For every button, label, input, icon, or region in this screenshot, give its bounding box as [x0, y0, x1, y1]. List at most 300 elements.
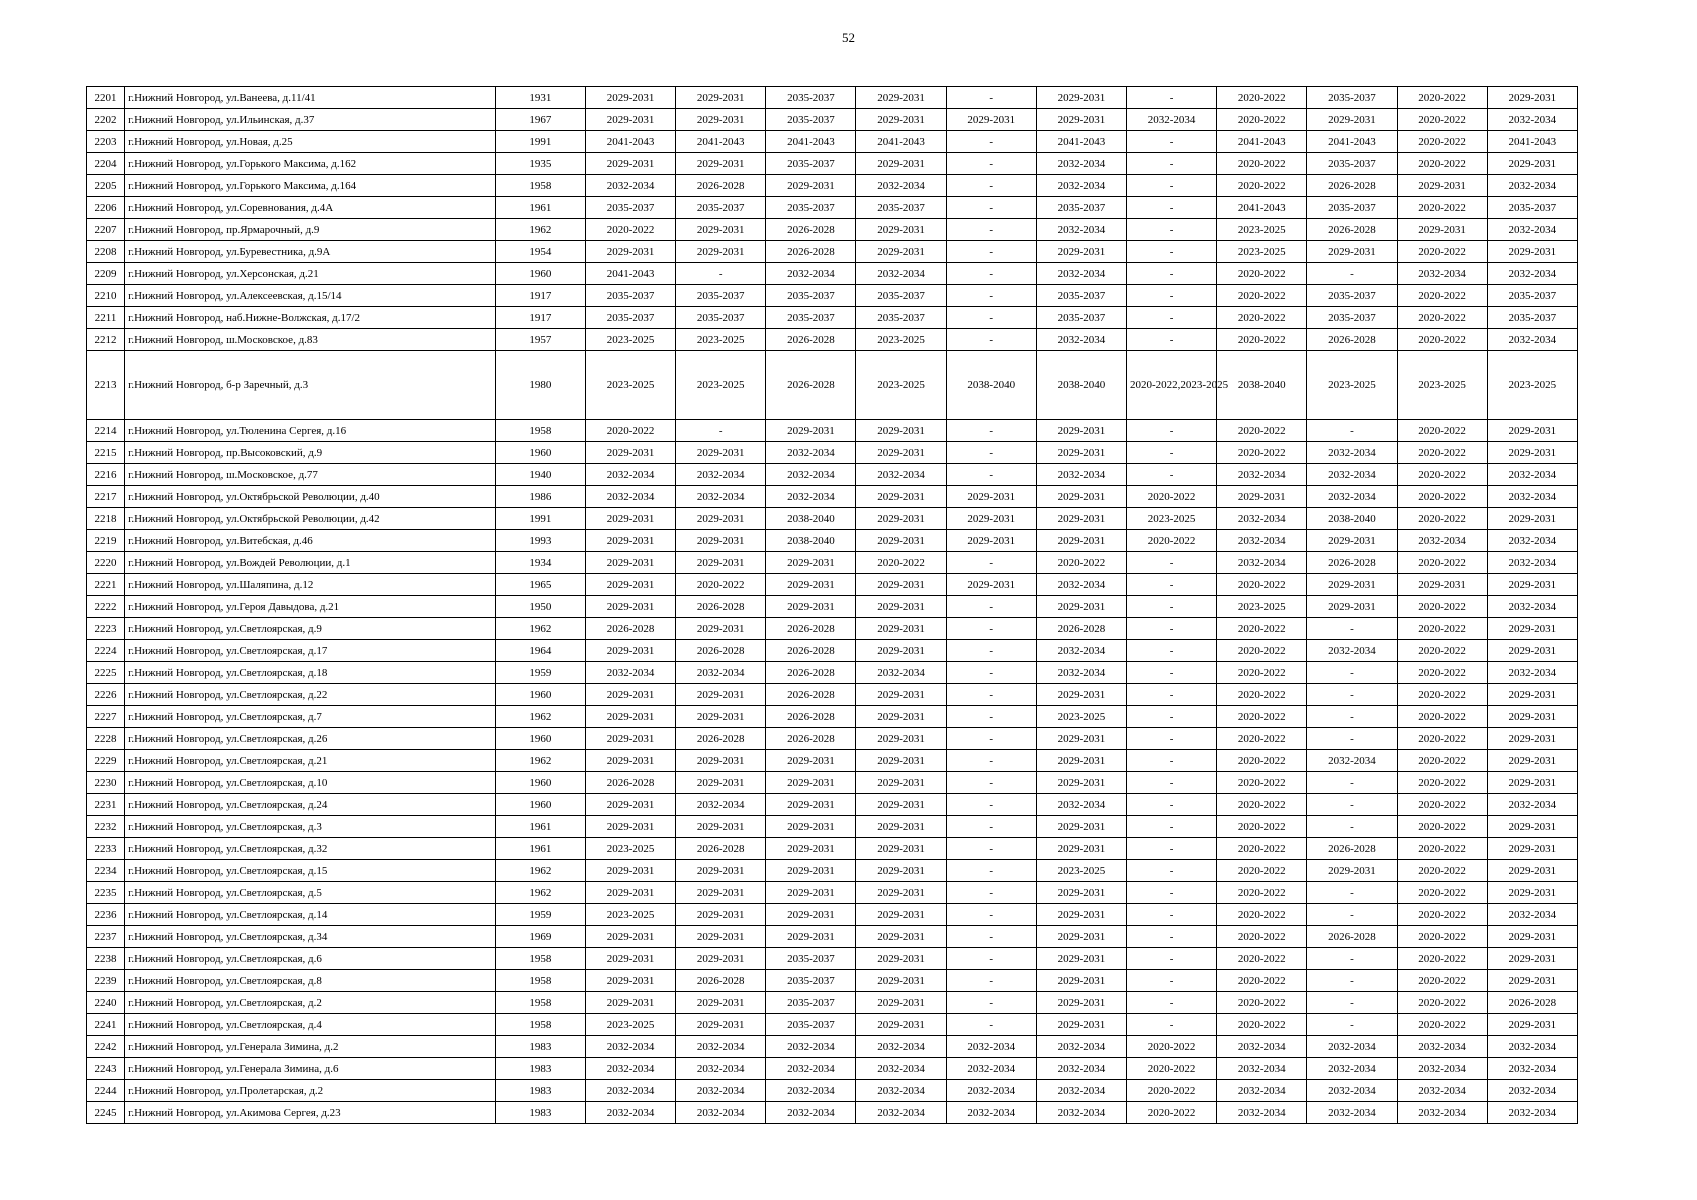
year-cell: 1961: [495, 838, 585, 860]
period-cell: 2029-2031: [856, 860, 946, 882]
period-cell: -: [946, 750, 1036, 772]
period-cell: 2035-2037: [1307, 285, 1397, 307]
period-cell: 2020-2022: [676, 574, 766, 596]
period-cell: 2035-2037: [585, 285, 675, 307]
period-cell: 2029-2031: [1487, 420, 1577, 442]
period-cell: 2032-2034: [946, 1058, 1036, 1080]
period-cell: 2029-2031: [1036, 970, 1126, 992]
period-cell: 2032-2034: [1307, 1036, 1397, 1058]
period-cell: 2032-2034: [676, 794, 766, 816]
period-cell: 2029-2031: [585, 640, 675, 662]
period-cell: 2020-2022: [1397, 307, 1487, 329]
period-cell: 2020-2022: [856, 552, 946, 574]
period-cell: 2032-2034: [1487, 596, 1577, 618]
period-cell: 2020-2022: [1217, 926, 1307, 948]
period-cell: 2020-2022: [1217, 640, 1307, 662]
period-cell: 2020-2022: [1127, 1080, 1217, 1102]
period-cell: 2029-2031: [856, 530, 946, 552]
period-cell: 2029-2031: [1487, 926, 1577, 948]
period-cell: 2029-2031: [1036, 772, 1126, 794]
period-cell: 2032-2034: [1217, 552, 1307, 574]
period-cell: -: [1127, 307, 1217, 329]
period-cell: 2020-2022: [1127, 486, 1217, 508]
period-cell: -: [1307, 706, 1397, 728]
period-cell: 2029-2031: [766, 420, 856, 442]
row-number-cell: 2241: [87, 1014, 125, 1036]
period-cell: 2029-2031: [1036, 750, 1126, 772]
period-cell: 2023-2025: [1127, 508, 1217, 530]
period-cell: -: [946, 728, 1036, 750]
period-cell: 2029-2031: [585, 530, 675, 552]
period-cell: -: [946, 904, 1036, 926]
period-cell: 2029-2031: [1036, 1014, 1126, 1036]
period-cell: 2026-2028: [766, 618, 856, 640]
period-cell: 2029-2031: [856, 838, 946, 860]
period-cell: 2029-2031: [1036, 87, 1126, 109]
address-cell: г.Нижний Новгород, ул.Ванеева, д.11/41: [125, 87, 496, 109]
period-cell: 2029-2031: [1487, 442, 1577, 464]
period-cell: 2029-2031: [1487, 750, 1577, 772]
period-cell: 2032-2034: [1036, 263, 1126, 285]
period-cell: 2023-2025: [585, 329, 675, 351]
period-cell: 2035-2037: [1307, 197, 1397, 219]
period-cell: 2035-2037: [1307, 153, 1397, 175]
period-cell: 2029-2031: [766, 882, 856, 904]
period-cell: 2035-2037: [1307, 307, 1397, 329]
table-row: [87, 1080, 1578, 1102]
period-cell: 2020-2022,2023-2025: [1127, 351, 1217, 420]
period-cell: 2026-2028: [766, 706, 856, 728]
year-cell: 1986: [495, 486, 585, 508]
period-cell: 2029-2031: [1036, 596, 1126, 618]
period-cell: 2029-2031: [1487, 728, 1577, 750]
period-cell: -: [1307, 882, 1397, 904]
period-cell: 2029-2031: [585, 241, 675, 263]
period-cell: -: [946, 926, 1036, 948]
period-cell: 2029-2031: [856, 772, 946, 794]
period-cell: 2020-2022: [1217, 750, 1307, 772]
period-cell: 2035-2037: [1487, 197, 1577, 219]
address-cell: г.Нижний Новгород, ул.Светлоярская, д.14: [125, 904, 496, 926]
address-cell: г.Нижний Новгород, ул.Пролетарская, д.2: [125, 1080, 496, 1102]
period-cell: 2029-2031: [766, 794, 856, 816]
year-cell: 1960: [495, 263, 585, 285]
year-cell: 1962: [495, 860, 585, 882]
row-number-cell: 2203: [87, 131, 125, 153]
period-cell: -: [946, 420, 1036, 442]
address-cell: г.Нижний Новгород, ул.Херсонская, д.21: [125, 263, 496, 285]
period-cell: 2035-2037: [856, 197, 946, 219]
row-number-cell: 2226: [87, 684, 125, 706]
table-row: [87, 1036, 1578, 1058]
table-row: [87, 153, 1578, 175]
period-cell: 2029-2031: [766, 772, 856, 794]
year-cell: 1993: [495, 530, 585, 552]
period-cell: 2032-2034: [1397, 1080, 1487, 1102]
period-cell: 2023-2025: [1307, 351, 1397, 420]
data-table: [86, 86, 1578, 1124]
period-cell: 2029-2031: [856, 706, 946, 728]
period-cell: 2020-2022: [1217, 838, 1307, 860]
year-cell: 1962: [495, 618, 585, 640]
period-cell: 2032-2034: [766, 1058, 856, 1080]
address-cell: г.Нижний Новгород, ул.Светлоярская, д.18: [125, 662, 496, 684]
row-number-cell: 2218: [87, 508, 125, 530]
period-cell: 2029-2031: [1487, 816, 1577, 838]
period-cell: 2029-2031: [1307, 530, 1397, 552]
period-cell: 2020-2022: [1217, 816, 1307, 838]
period-cell: 2026-2028: [1307, 175, 1397, 197]
period-cell: -: [946, 992, 1036, 1014]
period-cell: 2029-2031: [1397, 574, 1487, 596]
period-cell: 2032-2034: [676, 1102, 766, 1124]
row-number-cell: 2235: [87, 882, 125, 904]
period-cell: 2032-2034: [1036, 574, 1126, 596]
period-cell: 2023-2025: [676, 351, 766, 420]
period-cell: -: [1127, 926, 1217, 948]
table-row: [87, 574, 1578, 596]
period-cell: 2029-2031: [766, 816, 856, 838]
period-cell: 2032-2034: [1036, 662, 1126, 684]
period-cell: -: [1127, 728, 1217, 750]
period-cell: 2029-2031: [856, 640, 946, 662]
address-cell: г.Нижний Новгород, ул.Генерала Зимина, д.6: [125, 1058, 496, 1080]
table-row: [87, 838, 1578, 860]
period-cell: 2029-2031: [676, 882, 766, 904]
period-cell: 2032-2034: [1036, 175, 1126, 197]
period-cell: -: [1127, 882, 1217, 904]
period-cell: 2026-2028: [766, 241, 856, 263]
address-cell: г.Нижний Новгород, ул.Светлоярская, д.21: [125, 750, 496, 772]
year-cell: 1964: [495, 640, 585, 662]
period-cell: 2032-2034: [946, 1102, 1036, 1124]
period-cell: 2032-2034: [1487, 263, 1577, 285]
period-cell: 2020-2022: [1397, 197, 1487, 219]
period-cell: 2029-2031: [676, 552, 766, 574]
period-cell: 2029-2031: [676, 153, 766, 175]
period-cell: 2029-2031: [1487, 87, 1577, 109]
period-cell: 2032-2034: [766, 1102, 856, 1124]
period-cell: -: [1127, 816, 1217, 838]
period-cell: 2020-2022: [1397, 552, 1487, 574]
period-cell: -: [946, 329, 1036, 351]
period-cell: 2023-2025: [676, 329, 766, 351]
period-cell: 2032-2034: [1036, 153, 1126, 175]
period-cell: 2035-2037: [676, 307, 766, 329]
period-cell: 2038-2040: [766, 530, 856, 552]
row-number-cell: 2232: [87, 816, 125, 838]
year-cell: 1980: [495, 351, 585, 420]
period-cell: 2029-2031: [1487, 153, 1577, 175]
period-cell: -: [676, 263, 766, 285]
period-cell: 2020-2022: [1397, 329, 1487, 351]
period-cell: 2032-2034: [1397, 530, 1487, 552]
year-cell: 1934: [495, 552, 585, 574]
table-row: [87, 1014, 1578, 1036]
period-cell: 2041-2043: [1217, 131, 1307, 153]
period-cell: 2023-2025: [585, 838, 675, 860]
period-cell: 2032-2034: [766, 486, 856, 508]
address-cell: г.Нижний Новгород, пр.Высоковский, д.9: [125, 442, 496, 464]
row-number-cell: 2215: [87, 442, 125, 464]
table-row: [87, 442, 1578, 464]
period-cell: 2020-2022: [1217, 574, 1307, 596]
year-cell: 1957: [495, 329, 585, 351]
period-cell: -: [1127, 552, 1217, 574]
period-cell: -: [1307, 970, 1397, 992]
year-cell: 1950: [495, 596, 585, 618]
period-cell: 2029-2031: [766, 175, 856, 197]
address-cell: г.Нижний Новгород, наб.Нижне-Волжская, д.17/2: [125, 307, 496, 329]
period-cell: 2026-2028: [766, 662, 856, 684]
period-cell: -: [1307, 420, 1397, 442]
period-cell: 2020-2022: [1127, 1036, 1217, 1058]
address-cell: г.Нижний Новгород, ул.Октябрьской Революции, д.40: [125, 486, 496, 508]
row-number-cell: 2202: [87, 109, 125, 131]
period-cell: 2032-2034: [1487, 486, 1577, 508]
period-cell: 2020-2022: [1217, 420, 1307, 442]
period-cell: 2032-2034: [1397, 1058, 1487, 1080]
table-row: [87, 486, 1578, 508]
period-cell: -: [946, 197, 1036, 219]
period-cell: 2041-2043: [676, 131, 766, 153]
period-cell: 2026-2028: [676, 970, 766, 992]
address-cell: г.Нижний Новгород, ул.Генерала Зимина, д.2: [125, 1036, 496, 1058]
row-number-cell: 2217: [87, 486, 125, 508]
period-cell: -: [1127, 662, 1217, 684]
period-cell: -: [1307, 816, 1397, 838]
period-cell: 2029-2031: [1036, 816, 1126, 838]
period-cell: -: [1127, 442, 1217, 464]
year-cell: 1917: [495, 285, 585, 307]
row-number-cell: 2224: [87, 640, 125, 662]
period-cell: 2029-2031: [946, 574, 1036, 596]
period-cell: 2020-2022: [1397, 838, 1487, 860]
period-cell: 2020-2022: [1036, 552, 1126, 574]
period-cell: 2020-2022: [1217, 109, 1307, 131]
period-cell: 2029-2031: [1487, 241, 1577, 263]
period-cell: 2032-2034: [856, 1102, 946, 1124]
period-cell: 2029-2031: [766, 904, 856, 926]
row-number-cell: 2223: [87, 618, 125, 640]
period-cell: 2029-2031: [676, 904, 766, 926]
period-cell: 2029-2031: [676, 442, 766, 464]
period-cell: -: [1127, 1014, 1217, 1036]
row-number-cell: 2231: [87, 794, 125, 816]
period-cell: 2029-2031: [676, 241, 766, 263]
address-cell: г.Нижний Новгород, ул.Буревестника, д.9А: [125, 241, 496, 263]
period-cell: 2032-2034: [856, 464, 946, 486]
period-cell: -: [946, 241, 1036, 263]
period-cell: -: [946, 552, 1036, 574]
period-cell: 2029-2031: [856, 87, 946, 109]
row-number-cell: 2207: [87, 219, 125, 241]
period-cell: 2020-2022: [1397, 926, 1487, 948]
period-cell: 2029-2031: [1036, 530, 1126, 552]
period-cell: 2029-2031: [766, 750, 856, 772]
period-cell: 2029-2031: [1036, 904, 1126, 926]
period-cell: 2026-2028: [1307, 552, 1397, 574]
period-cell: 2032-2034: [1487, 904, 1577, 926]
period-cell: 2041-2043: [585, 263, 675, 285]
period-cell: 2023-2025: [1397, 351, 1487, 420]
period-cell: 2029-2031: [856, 153, 946, 175]
period-cell: 2029-2031: [1036, 486, 1126, 508]
period-cell: 2032-2034: [766, 442, 856, 464]
period-cell: 2020-2022: [1397, 596, 1487, 618]
year-cell: 1983: [495, 1080, 585, 1102]
period-cell: 2029-2031: [946, 530, 1036, 552]
period-cell: -: [946, 816, 1036, 838]
period-cell: 2029-2031: [766, 552, 856, 574]
period-cell: 2020-2022: [1127, 1102, 1217, 1124]
period-cell: 2029-2031: [585, 882, 675, 904]
year-cell: 1958: [495, 420, 585, 442]
period-cell: -: [946, 263, 1036, 285]
year-cell: 1962: [495, 706, 585, 728]
period-cell: -: [946, 175, 1036, 197]
period-cell: -: [1127, 948, 1217, 970]
row-number-cell: 2230: [87, 772, 125, 794]
year-cell: 1991: [495, 508, 585, 530]
period-cell: -: [946, 464, 1036, 486]
address-cell: г.Нижний Новгород, ул.Светлоярская, д.10: [125, 772, 496, 794]
table-row: [87, 596, 1578, 618]
period-cell: 2029-2031: [766, 596, 856, 618]
period-cell: 2032-2034: [1307, 464, 1397, 486]
period-cell: 2029-2031: [585, 552, 675, 574]
row-number-cell: 2220: [87, 552, 125, 574]
period-cell: -: [946, 794, 1036, 816]
period-cell: -: [946, 772, 1036, 794]
period-cell: 2029-2031: [585, 992, 675, 1014]
period-cell: -: [1127, 706, 1217, 728]
period-cell: 2029-2031: [676, 508, 766, 530]
period-cell: 2032-2034: [585, 464, 675, 486]
period-cell: 2032-2034: [1307, 442, 1397, 464]
period-cell: 2020-2022: [1217, 307, 1307, 329]
period-cell: -: [1307, 772, 1397, 794]
period-cell: 2020-2022: [1217, 175, 1307, 197]
period-cell: 2035-2037: [766, 285, 856, 307]
period-cell: -: [1307, 904, 1397, 926]
period-cell: 2041-2043: [1217, 197, 1307, 219]
period-cell: 2020-2022: [1397, 640, 1487, 662]
period-cell: -: [1127, 794, 1217, 816]
period-cell: -: [1127, 772, 1217, 794]
page-number: 52: [842, 30, 855, 45]
period-cell: 2020-2022: [1217, 285, 1307, 307]
period-cell: -: [1127, 153, 1217, 175]
row-number-cell: 2233: [87, 838, 125, 860]
period-cell: -: [946, 948, 1036, 970]
period-cell: 2032-2034: [1307, 750, 1397, 772]
period-cell: 2032-2034: [585, 1058, 675, 1080]
period-cell: 2020-2022: [1127, 1058, 1217, 1080]
period-cell: 2020-2022: [1217, 728, 1307, 750]
period-cell: 2029-2031: [1036, 508, 1126, 530]
year-cell: 1967: [495, 109, 585, 131]
period-cell: 2020-2022: [1217, 329, 1307, 351]
period-cell: -: [1127, 574, 1217, 596]
period-cell: 2035-2037: [856, 285, 946, 307]
row-number-cell: 2225: [87, 662, 125, 684]
period-cell: 2020-2022: [1397, 882, 1487, 904]
row-number-cell: 2216: [87, 464, 125, 486]
period-cell: 2029-2031: [676, 109, 766, 131]
period-cell: 2029-2031: [1036, 728, 1126, 750]
period-cell: 2020-2022: [1217, 948, 1307, 970]
row-number-cell: 2212: [87, 329, 125, 351]
period-cell: 2029-2031: [1036, 109, 1126, 131]
year-cell: 1940: [495, 464, 585, 486]
address-cell: г.Нижний Новгород, ул.Светлоярская, д.9: [125, 618, 496, 640]
period-cell: 2023-2025: [1487, 351, 1577, 420]
year-cell: 1958: [495, 970, 585, 992]
period-cell: 2029-2031: [1307, 241, 1397, 263]
year-cell: 1959: [495, 904, 585, 926]
address-cell: г.Нижний Новгород, ул.Акимова Сергея, д.23: [125, 1102, 496, 1124]
address-cell: г.Нижний Новгород, ул.Светлоярская, д.22: [125, 684, 496, 706]
table-row: [87, 794, 1578, 816]
period-cell: 2032-2034: [1307, 486, 1397, 508]
address-cell: г.Нижний Новгород, ул.Витебская, д.46: [125, 530, 496, 552]
period-cell: -: [946, 219, 1036, 241]
period-cell: 2020-2022: [1397, 464, 1487, 486]
period-cell: 2029-2031: [585, 970, 675, 992]
period-cell: 2020-2022: [1397, 662, 1487, 684]
period-cell: 2029-2031: [856, 241, 946, 263]
period-cell: -: [946, 662, 1036, 684]
period-cell: 2029-2031: [585, 109, 675, 131]
period-cell: 2029-2031: [856, 970, 946, 992]
period-cell: 2029-2031: [585, 508, 675, 530]
period-cell: 2032-2034: [856, 1080, 946, 1102]
period-cell: 2029-2031: [856, 882, 946, 904]
period-cell: 2020-2022: [1397, 131, 1487, 153]
address-cell: г.Нижний Новгород, ул.Светлоярская, д.8: [125, 970, 496, 992]
row-number-cell: 2243: [87, 1058, 125, 1080]
period-cell: -: [946, 442, 1036, 464]
period-cell: -: [1127, 87, 1217, 109]
period-cell: 2041-2043: [856, 131, 946, 153]
period-cell: 2020-2022: [585, 219, 675, 241]
period-cell: 2026-2028: [1307, 219, 1397, 241]
row-number-cell: 2227: [87, 706, 125, 728]
period-cell: 2032-2034: [1487, 219, 1577, 241]
period-cell: 2029-2031: [856, 574, 946, 596]
period-cell: 2029-2031: [676, 860, 766, 882]
period-cell: 2035-2037: [1487, 285, 1577, 307]
period-cell: 2032-2034: [766, 263, 856, 285]
period-cell: 2032-2034: [1487, 1080, 1577, 1102]
period-cell: 2029-2031: [1036, 882, 1126, 904]
period-cell: 2029-2031: [856, 904, 946, 926]
period-cell: 2029-2031: [1487, 1014, 1577, 1036]
period-cell: 2029-2031: [856, 816, 946, 838]
table-row: [87, 904, 1578, 926]
period-cell: 2032-2034: [1036, 794, 1126, 816]
period-cell: 2020-2022: [1217, 618, 1307, 640]
period-cell: 2029-2031: [1307, 860, 1397, 882]
row-number-cell: 2238: [87, 948, 125, 970]
period-cell: -: [1127, 329, 1217, 351]
period-cell: -: [1127, 838, 1217, 860]
table-row: [87, 640, 1578, 662]
period-cell: 2029-2031: [676, 750, 766, 772]
period-cell: 2029-2031: [856, 948, 946, 970]
period-cell: 2029-2031: [676, 87, 766, 109]
